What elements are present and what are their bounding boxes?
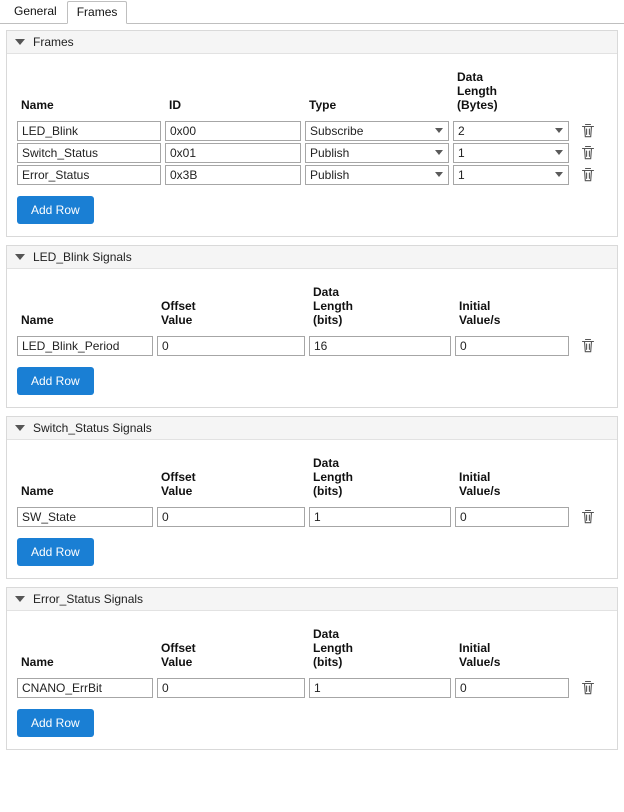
frame-length-select[interactable]	[453, 143, 569, 163]
panel-switch-status-signals	[6, 416, 618, 579]
signal-cell-delete	[573, 506, 607, 528]
signals-col-length	[309, 450, 455, 506]
trash-icon[interactable]	[579, 679, 597, 697]
signal-cell-offset	[157, 335, 309, 357]
signals-col-name: Name	[21, 484, 54, 498]
frames-table-header-row	[17, 64, 607, 120]
signals-col-initial	[455, 450, 573, 506]
signals-col-length-line1: Data	[313, 456, 340, 470]
frames-cell-id	[165, 120, 305, 142]
tab-frames[interactable]: Frames	[67, 1, 128, 24]
signals-col-initial-line1: Initial	[459, 641, 491, 655]
frames-col-length-line2: Length	[457, 84, 497, 98]
signal-cell-length	[309, 677, 455, 699]
signal-length-input[interactable]	[309, 678, 451, 698]
frames-col-type: Type	[309, 98, 337, 112]
add-row-button-frames[interactable]: Add Row	[17, 196, 94, 224]
signal-length-input[interactable]	[309, 507, 451, 527]
signals-col-length-line1: Data	[313, 285, 340, 299]
signals-col-offset-line2: Value	[161, 655, 193, 669]
signals-col-initial-line2: Value/s	[459, 484, 501, 498]
signals-col-length-line3: (bits)	[313, 655, 343, 669]
signals-col-name: Name	[21, 313, 54, 327]
panel-frames	[6, 30, 618, 237]
frames-cell-type	[305, 142, 453, 164]
panel-switch-status-signals-header[interactable]	[7, 417, 617, 440]
signal-cell-offset	[157, 677, 309, 699]
signals-col-offset-line1: Offset	[161, 299, 196, 313]
signals-col-initial-line1: Initial	[459, 299, 491, 313]
signals-col-offset-line2: Value	[161, 484, 193, 498]
frames-cell-length	[453, 142, 573, 164]
frame-name-input[interactable]	[17, 143, 161, 163]
frame-id-input[interactable]	[165, 143, 301, 163]
table-row	[17, 677, 607, 699]
panel-switch-status-signals-body	[7, 440, 617, 578]
signal-cell-initial	[455, 506, 573, 528]
signals-col-length-line1: Data	[313, 627, 340, 641]
frame-length-select[interactable]	[453, 121, 569, 141]
error-status-signals-table	[17, 621, 607, 699]
frames-col-length-line1: Data	[457, 70, 484, 84]
signal-offset-input[interactable]	[157, 507, 305, 527]
signals-col-length	[309, 621, 455, 677]
signals-col-actions	[573, 450, 607, 506]
signals-table-header-row	[17, 621, 607, 677]
signal-cell-delete	[573, 677, 607, 699]
signals-col-length-line3: (bits)	[313, 484, 343, 498]
frames-cell-name	[17, 164, 165, 186]
signal-name-input[interactable]	[17, 678, 153, 698]
add-row-button-led-blink-signals[interactable]: Add Row	[17, 367, 94, 395]
table-row	[17, 164, 607, 186]
signals-col-initial-line2: Value/s	[459, 313, 501, 327]
panel-error-status-signals-header[interactable]	[7, 588, 617, 611]
frame-name-input[interactable]	[17, 165, 161, 185]
signals-col-offset	[157, 621, 309, 677]
signals-col-length-line3: (bits)	[313, 313, 343, 327]
signal-cell-initial	[455, 677, 573, 699]
signals-col-initial	[455, 621, 573, 677]
frames-cell-id	[165, 142, 305, 164]
signal-cell-length	[309, 506, 455, 528]
signal-name-input[interactable]	[17, 507, 153, 527]
frames-col-name: Name	[21, 98, 54, 112]
signals-col-actions	[573, 621, 607, 677]
signals-col-offset	[157, 450, 309, 506]
signals-col-initial	[455, 279, 573, 335]
signal-cell-name	[17, 506, 157, 528]
panel-frames-title: Frames	[33, 35, 74, 49]
signal-name-input[interactable]	[17, 336, 153, 356]
frames-cell-length	[453, 120, 573, 142]
add-row-button-switch-status-signals[interactable]: Add Row	[17, 538, 94, 566]
add-row-button-error-status-signals[interactable]: Add Row	[17, 709, 94, 737]
panel-frames-body	[7, 54, 617, 236]
table-row	[17, 506, 607, 528]
signal-offset-input[interactable]	[157, 678, 305, 698]
caret-down-icon[interactable]	[15, 39, 25, 45]
signals-col-offset-line1: Offset	[161, 641, 196, 655]
panel-switch-status-signals-title: Switch_Status Signals	[33, 421, 152, 435]
frames-cell-type	[305, 164, 453, 186]
frames-col-id: ID	[169, 98, 181, 112]
frames-col-length-line3: (Bytes)	[457, 98, 498, 112]
signals-col-offset	[157, 279, 309, 335]
frame-id-input[interactable]	[165, 121, 301, 141]
signals-col-initial-line2: Value/s	[459, 655, 501, 669]
tab-general[interactable]: General	[14, 4, 57, 18]
signal-offset-input[interactable]	[157, 336, 305, 356]
table-row	[17, 120, 607, 142]
panel-led-blink-signals-title: LED_Blink Signals	[33, 250, 132, 264]
signals-col-actions	[573, 279, 607, 335]
frame-length-select[interactable]	[453, 165, 569, 185]
signal-initial-input[interactable]	[455, 336, 569, 356]
frames-cell-name	[17, 120, 165, 142]
trash-icon[interactable]	[579, 166, 597, 184]
caret-down-icon[interactable]	[15, 425, 25, 431]
frames-cell-name	[17, 142, 165, 164]
frames-cell-type	[305, 120, 453, 142]
signals-col-length-line2: Length	[313, 470, 353, 484]
trash-icon[interactable]	[579, 122, 597, 140]
frames-cell-id	[165, 164, 305, 186]
frames-col-actions	[573, 64, 607, 120]
panel-led-blink-signals-header[interactable]	[7, 246, 617, 269]
signals-col-initial-line1: Initial	[459, 470, 491, 484]
signal-cell-length	[309, 335, 455, 357]
signal-cell-name	[17, 335, 157, 357]
signals-col-offset-line2: Value	[161, 313, 193, 327]
frame-type-select[interactable]	[305, 121, 449, 141]
signals-table-header-row	[17, 450, 607, 506]
signals-col-length	[309, 279, 455, 335]
signal-cell-name	[17, 677, 157, 699]
panel-error-status-signals	[6, 587, 618, 750]
frames-table	[17, 64, 607, 186]
frames-col-length	[453, 64, 573, 120]
panel-error-status-signals-title: Error_Status Signals	[33, 592, 144, 606]
frames-cell-delete	[573, 142, 607, 164]
signals-col-name: Name	[21, 655, 54, 669]
signal-cell-initial	[455, 335, 573, 357]
led-blink-signals-table	[17, 279, 607, 357]
signals-col-length-line2: Length	[313, 641, 353, 655]
frames-cell-delete	[573, 120, 607, 142]
signals-col-length-line2: Length	[313, 299, 353, 313]
frames-cell-length	[453, 164, 573, 186]
frame-type-select[interactable]	[305, 165, 449, 185]
trash-icon[interactable]	[579, 337, 597, 355]
caret-down-icon[interactable]	[15, 596, 25, 602]
frames-cell-delete	[573, 164, 607, 186]
signals-table-header-row	[17, 279, 607, 335]
panel-led-blink-signals-body	[7, 269, 617, 407]
table-row	[17, 335, 607, 357]
table-row	[17, 142, 607, 164]
switch-status-signals-table	[17, 450, 607, 528]
signal-length-input[interactable]	[309, 336, 451, 356]
frame-id-input[interactable]	[165, 165, 301, 185]
tab-bar	[0, 0, 624, 24]
tab-content-frames	[0, 24, 624, 750]
trash-icon[interactable]	[579, 144, 597, 162]
signal-cell-offset	[157, 506, 309, 528]
signal-initial-input[interactable]	[455, 678, 569, 698]
signal-initial-input[interactable]	[455, 507, 569, 527]
signals-col-offset-line1: Offset	[161, 470, 196, 484]
caret-down-icon[interactable]	[15, 254, 25, 260]
panel-error-status-signals-body	[7, 611, 617, 749]
frame-name-input[interactable]	[17, 121, 161, 141]
panel-led-blink-signals	[6, 245, 618, 408]
signal-cell-delete	[573, 335, 607, 357]
panel-frames-header[interactable]	[7, 31, 617, 54]
trash-icon[interactable]	[579, 508, 597, 526]
frame-type-select[interactable]	[305, 143, 449, 163]
